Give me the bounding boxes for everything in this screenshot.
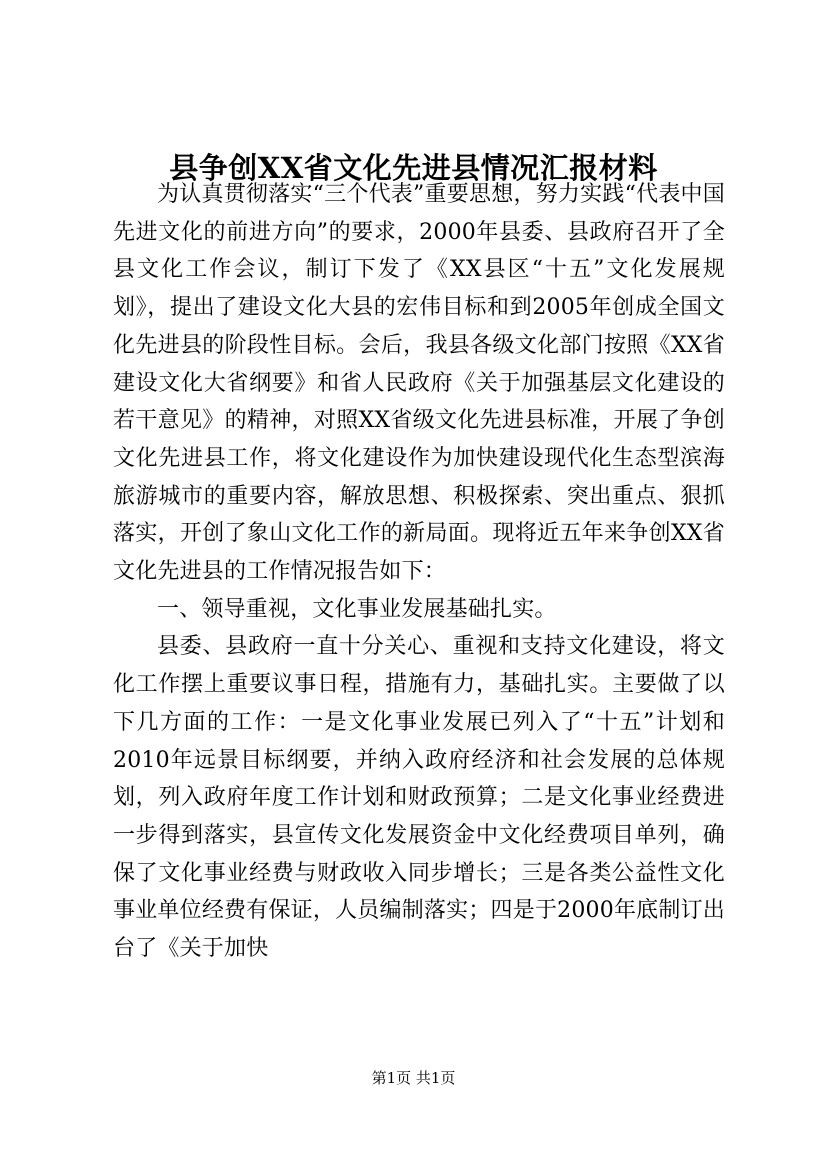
paragraph-intro: 为认真贯彻落实“三个代表”重要思想，努力实践“代表中国先进文化的前进方向”的要求，2000年县委、县政府召开了全县文化工作会议，制订下发了《XX县区“十五”文化发展规划》，提出了建设文化大县的宏伟目标和到2005年创成全国文化先进县的阶段性目标。会后，我县各级文化部门按照《XX省建设文化大省纲要》和省人民政府《关于加强基层文化建设的若干意见》的精神，对照XX省级文化先进县标准，开展了争创文化先进县工作，将文化建设作为加快建设现代化生态型滨海旅游城市的重要内容，解放思想、积极探索、突出重点、狠抓落实，开创了象山文化工作的新局面。现将近五年来争创XX省文化先进县的工作情况报告如下： [113,182,725,585]
page-footer: 第1页 共1页 [371,1069,456,1087]
paragraph-section-1: 县委、县政府一直十分关心、重视和支持文化建设，将文化工作摆上重要议事日程，措施有力，基础扎实。主要做了以下几方面的工作：一是文化事业发展已列入了“十五”计划和2010年远景目标纲要，并纳入政府经济和社会发展的总体规划，列入政府年度工作计划和财政预算；二是文化事业经费进一步得到落实，县宣传文化发展资金中文化经费项目单列，确保了文化事业经费与财政收入同步增长；三是各类公益性文化事业单位经费有保证，人员编制落实；四是于2000年底制订出台了《关于加快 [113,634,725,962]
section-heading-1: 一、领导重视，文化事业发展基础扎实。 [157,596,557,622]
document-title: 县争创XX省文化先进县情况汇报材料 [169,151,658,185]
document-body [113,176,725,968]
